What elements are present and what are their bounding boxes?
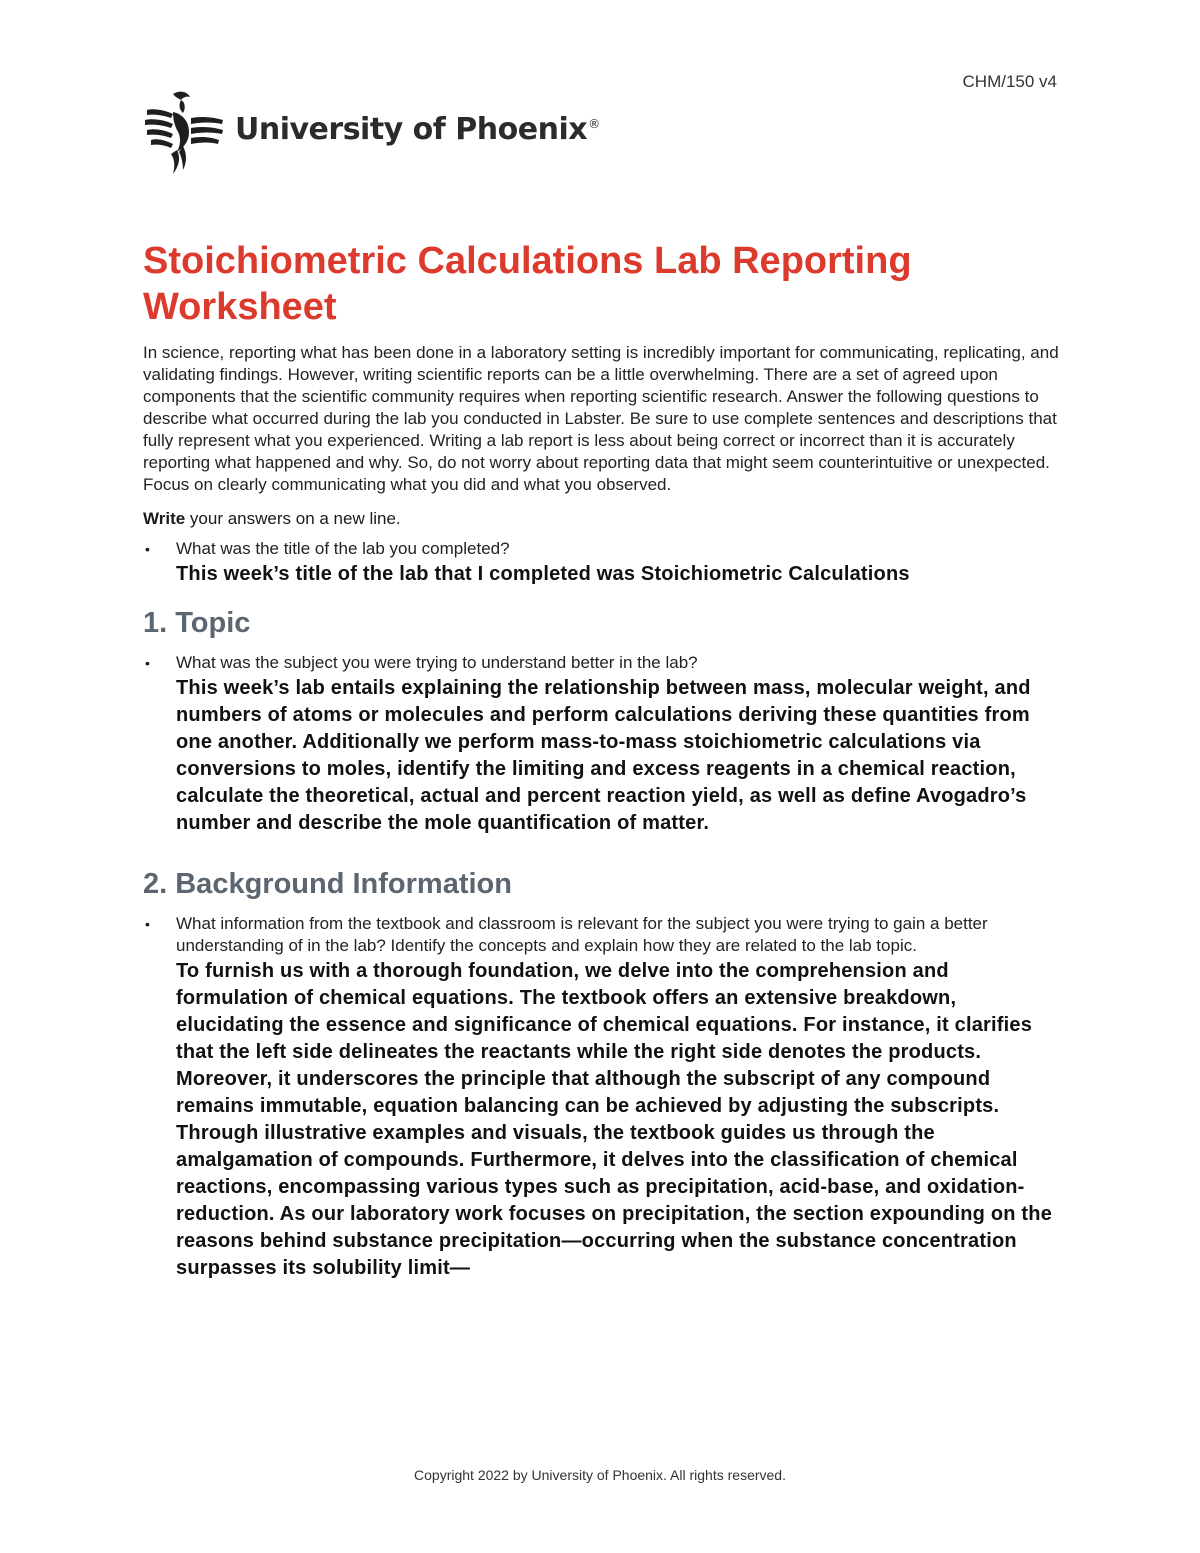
answer-text: To furnish us with a thorough foundation, we delve into the comprehension and formulation of chemical equations. The textbook offers an extensive breakdown, elucidating the essence and significance of chemical equations. For instance, it clarifies that the left side delineates the reactants while the right side denotes the products. Moreover, it underscores the principle that although the subscript of any compound remains immutable, equation balancing can be achieved by adjusting the subscripts. Through illustrative examples and visuals, the textbook guides us through the amalgamation of compounds. Furthermore, it delves into the classification of chemical reactions, encompassing various types such as precipitation, acid-base, and oxidation-reduction. As our laboratory work focuses on precipitation, the section expounding on the reasons behind substance precipitation—occurring when the substance concentration surpasses its solubility limit— xyxy=(176,960,1053,1279)
phoenix-bird-icon xyxy=(143,88,227,178)
section-heading-background: 2. Background Information xyxy=(143,868,512,900)
topic-question-item xyxy=(143,652,1063,837)
title-question-item xyxy=(143,538,1063,588)
logo-wordmark: University of Phoenix® xyxy=(235,111,600,147)
bullet-icon: • xyxy=(145,655,150,671)
document-body xyxy=(143,238,1063,1282)
answer-text: This week’s lab entails explaining the relationship between mass, molecular weight, and numbers of atoms or molecules and perform calculations deriving these quantities from one another. Additionally we perform mass-to-mass stoichiometric calculations via conversions to moles, identify the limiting and excess reagents in a chemical reaction, calculate the theoretical, actual and percent reaction yield, as well as define Avogadro’s number and describe the mole quantification of matter. xyxy=(176,677,1031,834)
instruction-text: your answers on a new line. xyxy=(185,509,401,528)
instruction-bold: Write xyxy=(143,509,186,528)
bullet-icon: • xyxy=(145,916,150,932)
section-heading-topic: 1. Topic xyxy=(143,607,251,639)
copyright-footer: Copyright 2022 by University of Phoenix. All rights reserved. xyxy=(414,1467,786,1483)
page-title: Stoichiometric Calculations Lab Reporting Worksheet xyxy=(143,240,912,328)
intro-paragraph: In science, reporting what has been done in a laboratory setting is incredibly important for communicating, replicating, and validating findings. However, writing scientific reports can be a little overwhelming. There are a set of agreed upon components that the scientific community requires when reporting scientific research. Answer the following questions to describe what occurred during the lab you conducted in Labster. Be sure to use complete sentences and descriptions that fully represent what you experienced. Writing a lab report is less about being correct or incorrect than it is accurately reporting what happened and why. So, do not worry about reporting data that might seem counterintuitive or unexpected. Focus on clearly communicating what you did and what you observed. xyxy=(143,343,1059,494)
question-text: What was the subject you were trying to understand better in the lab? xyxy=(176,653,698,672)
university-logo xyxy=(143,88,600,178)
answer-text: This week’s title of the lab that I completed was Stoichiometric Calculations xyxy=(176,563,910,585)
question-text: What was the title of the lab you completed? xyxy=(176,539,510,558)
instruction-line xyxy=(143,508,1063,530)
background-question-item xyxy=(143,913,1063,1282)
document-code: CHM/150 v4 xyxy=(962,72,1057,91)
registered-mark: ® xyxy=(588,116,600,131)
bullet-icon: • xyxy=(145,541,150,557)
question-text: What information from the textbook and classroom is relevant for the subject you were trying to gain a better understanding of in the lab? Identify the concepts and explain how they are related to the lab topic. xyxy=(176,914,988,955)
